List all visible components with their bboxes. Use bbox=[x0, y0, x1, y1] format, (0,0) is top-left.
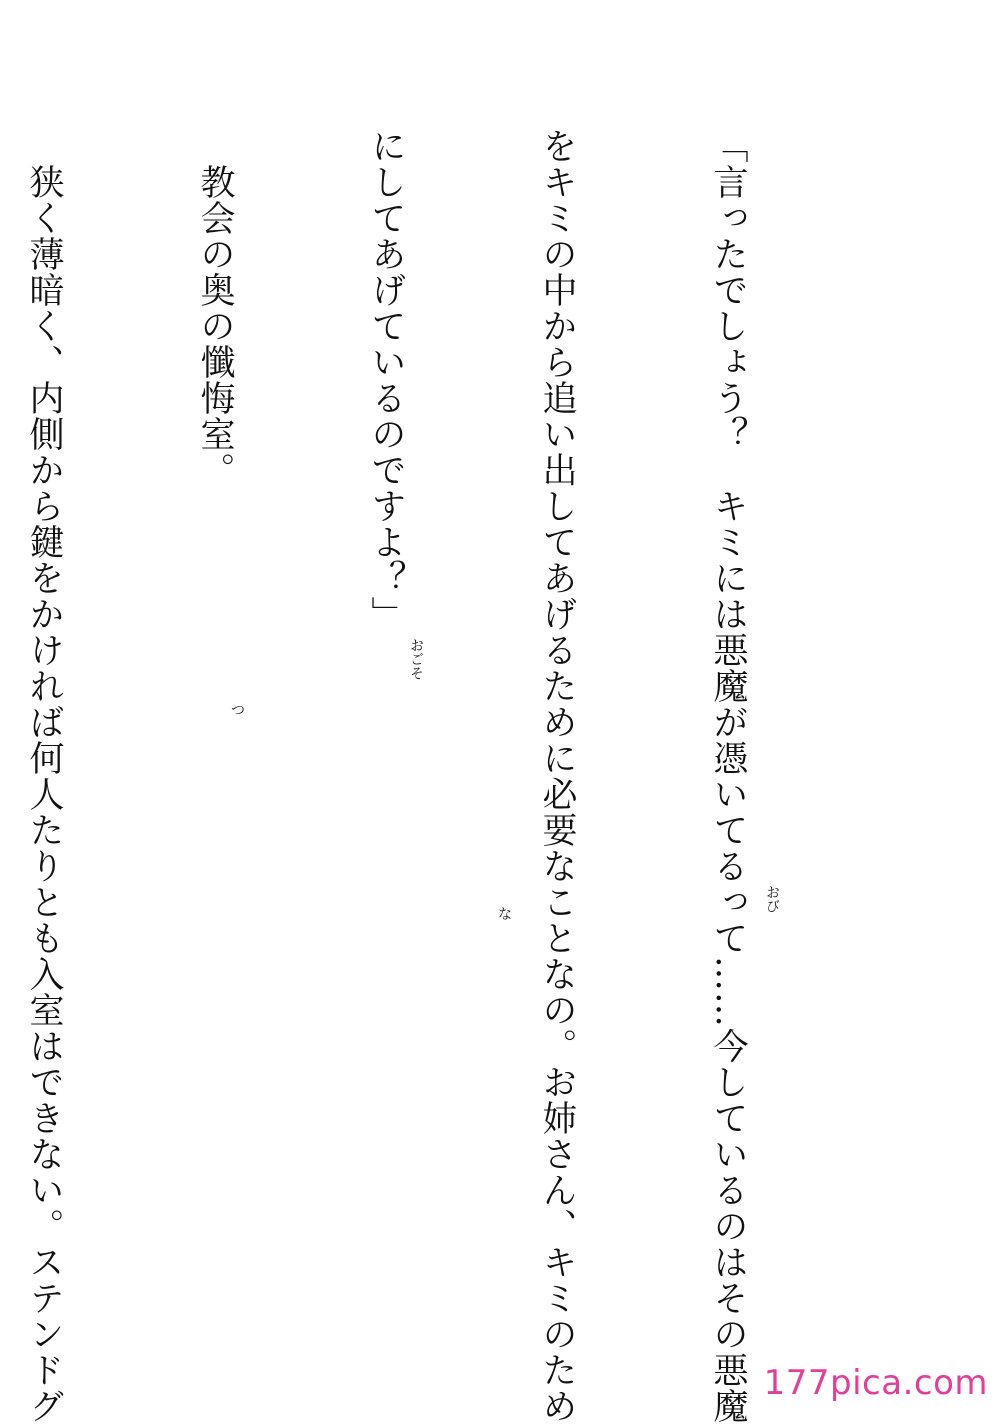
watermark: 177pica.com bbox=[763, 1363, 988, 1403]
text-line: 狭く薄暗く、内側から鍵をかければ何人たりとも入室はできない。ステンドグ bbox=[24, 128, 64, 1424]
text-line: 「言ったでしょう？ キミには悪魔が憑いてるって……今しているのはその悪魔 bbox=[708, 128, 748, 1424]
ruby-okoso: おごそ bbox=[408, 638, 424, 680]
ruby-tsu: つ bbox=[231, 703, 245, 719]
text-line: をキミの中から追い出してあげるために必要なことなの。お姉さん、キミのため bbox=[537, 128, 577, 1424]
ruby-na: な bbox=[498, 907, 512, 923]
text-line: にしてあげているのですよ？」 bbox=[366, 128, 406, 632]
vertical-text-body bbox=[24, 128, 870, 1424]
text-line: 教会の奥の懺悔室。 bbox=[195, 128, 235, 488]
ruby-obi: おび bbox=[764, 885, 780, 913]
